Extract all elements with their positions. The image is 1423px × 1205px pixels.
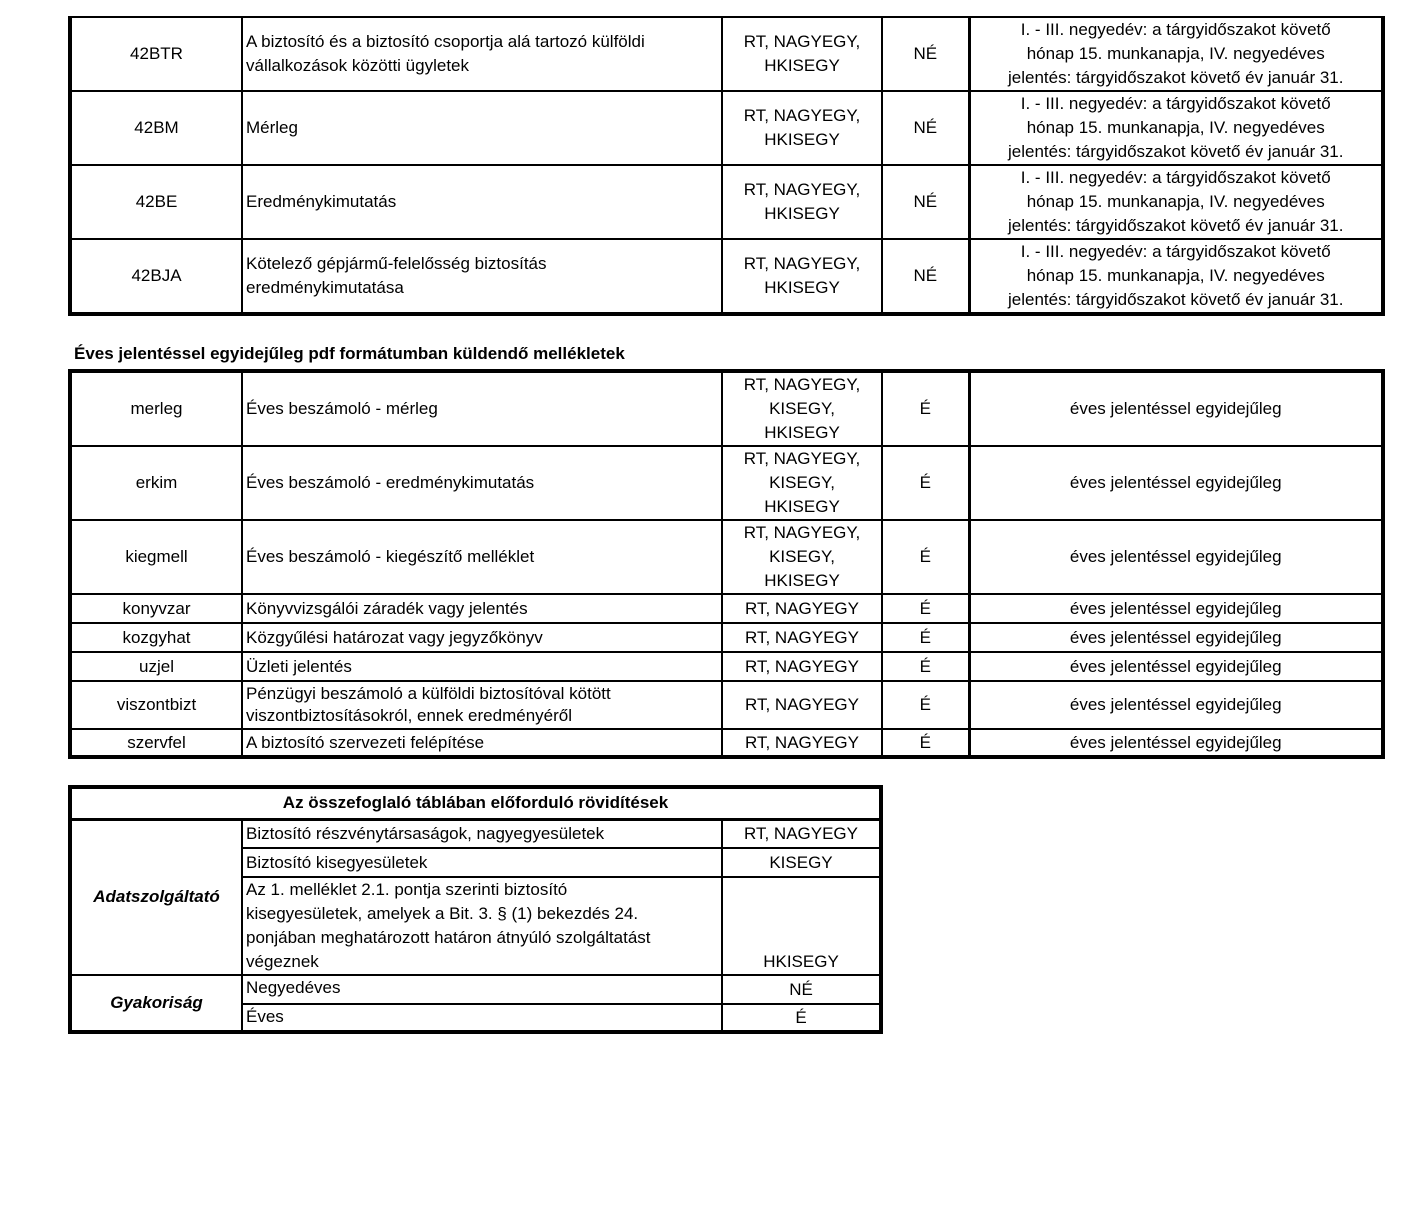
table-row — [70, 371, 1383, 446]
report-deadline: I. - III. negyedév: a tárgyidőszakot követő hónap 15. munkanapja, IV. negyedéves jelentés: tárgyidőszakot követő év január 31. — [969, 91, 1383, 165]
report-code: 42BJA — [70, 239, 242, 314]
table-row — [70, 819, 881, 848]
quarterly-reports-table — [68, 16, 1385, 316]
abbreviation-description: Biztosító részvénytársaságok, nagyegyesületek — [242, 819, 722, 848]
table-row — [70, 729, 1383, 757]
report-deadline: I. - III. negyedév: a tárgyidőszakot követő hónap 15. munkanapja, IV. negyedéves jelentés: tárgyidőszakot követő év január 31. — [969, 17, 1383, 91]
attachment-frequency: É — [882, 594, 969, 623]
attachment-deadline: éves jelentéssel egyidejűleg — [969, 446, 1383, 520]
attachment-name: Könyvvizsgálói záradék vagy jelentés — [242, 594, 722, 623]
report-deadline: I. - III. negyedév: a tárgyidőszakot követő hónap 15. munkanapja, IV. negyedéves jelentés: tárgyidőszakot követő év január 31. — [969, 165, 1383, 239]
abbreviations-title: Az összefoglaló táblában előforduló rövidítések — [70, 787, 881, 819]
report-frequency: NÉ — [882, 239, 969, 314]
attachment-deadline: éves jelentéssel egyidejűleg — [969, 623, 1383, 652]
abbreviations-table — [68, 785, 883, 1034]
report-name: Kötelező gépjármű-felelősség biztosítás eredménykimutatása — [242, 239, 722, 314]
attachment-frequency: É — [882, 652, 969, 681]
abbreviation-value: RT, NAGYEGY — [722, 819, 881, 848]
report-name: Mérleg — [242, 91, 722, 165]
attachment-code: konyvzar — [70, 594, 242, 623]
annual-attachments-heading: Éves jelentéssel egyidejűleg pdf formátumban küldendő mellékletek — [74, 344, 625, 363]
table-row — [70, 652, 1383, 681]
attachment-name: Éves beszámoló - eredménykimutatás — [242, 446, 722, 520]
abbreviation-description: Éves — [242, 1004, 722, 1032]
attachment-name: Üzleti jelentés — [242, 652, 722, 681]
attachment-deadline: éves jelentéssel egyidejűleg — [969, 520, 1383, 594]
attachment-providers: RT, NAGYEGY, KISEGY, HKISEGY — [722, 371, 882, 446]
attachment-deadline: éves jelentéssel egyidejűleg — [969, 371, 1383, 446]
report-name: Eredménykimutatás — [242, 165, 722, 239]
report-providers: RT, NAGYEGY, HKISEGY — [722, 17, 882, 91]
table-row — [70, 594, 1383, 623]
table-row — [70, 91, 1383, 165]
table-row — [70, 17, 1383, 91]
attachment-providers: RT, NAGYEGY — [722, 652, 882, 681]
report-frequency: NÉ — [882, 17, 969, 91]
attachment-frequency: É — [882, 446, 969, 520]
attachment-frequency: É — [882, 520, 969, 594]
attachment-frequency: É — [882, 681, 969, 729]
attachment-code: szervfel — [70, 729, 242, 757]
abbreviation-description: Negyedéves — [242, 975, 722, 1004]
report-deadline: I. - III. negyedév: a tárgyidőszakot követő hónap 15. munkanapja, IV. negyedéves jelentés: tárgyidőszakot követő év január 31. — [969, 239, 1383, 314]
abbreviation-description: Az 1. melléklet 2.1. pontja szerinti biztosító kisegyesületek, amelyek a Bit. 3. § (1) bekezdés 24. ponjában meghatározott határon átnyúló szolgáltatást végeznek — [242, 877, 722, 975]
report-code: 42BM — [70, 91, 242, 165]
table-row — [70, 623, 1383, 652]
attachment-providers: RT, NAGYEGY, KISEGY, HKISEGY — [722, 520, 882, 594]
report-providers: RT, NAGYEGY, HKISEGY — [722, 165, 882, 239]
attachment-code: kozgyhat — [70, 623, 242, 652]
report-providers: RT, NAGYEGY, HKISEGY — [722, 91, 882, 165]
attachment-providers: RT, NAGYEGY — [722, 623, 882, 652]
provider-group-label: Adatszolgáltató — [70, 819, 242, 975]
table-row — [70, 239, 1383, 314]
report-code: 42BTR — [70, 17, 242, 91]
attachment-providers: RT, NAGYEGY — [722, 681, 882, 729]
attachment-name: Pénzügyi beszámoló a külföldi biztosítóval kötött viszontbiztosításokról, ennek eredményéről — [242, 681, 722, 729]
report-name: A biztosító és a biztosító csoportja alá tartozó külföldi vállalkozások közötti ügyletek — [242, 17, 722, 91]
attachment-code: merleg — [70, 371, 242, 446]
table-row — [70, 681, 1383, 729]
attachment-code: erkim — [70, 446, 242, 520]
attachment-deadline: éves jelentéssel egyidejűleg — [969, 652, 1383, 681]
frequency-group-label: Gyakoriság — [70, 975, 242, 1032]
table-row — [70, 787, 881, 819]
attachment-name: Közgyűlési határozat vagy jegyzőkönyv — [242, 623, 722, 652]
attachment-providers: RT, NAGYEGY — [722, 729, 882, 757]
annual-attachments-table — [68, 369, 1385, 759]
attachment-frequency: É — [882, 371, 969, 446]
abbreviation-value: NÉ — [722, 975, 881, 1004]
attachment-code: viszontbizt — [70, 681, 242, 729]
attachment-providers: RT, NAGYEGY — [722, 594, 882, 623]
table-row — [70, 975, 881, 1004]
report-frequency: NÉ — [882, 91, 969, 165]
abbreviation-description: Biztosító kisegyesületek — [242, 848, 722, 877]
attachment-code: kiegmell — [70, 520, 242, 594]
attachment-deadline: éves jelentéssel egyidejűleg — [969, 594, 1383, 623]
attachment-name: Éves beszámoló - mérleg — [242, 371, 722, 446]
abbreviation-value: HKISEGY — [722, 877, 881, 975]
report-code: 42BE — [70, 165, 242, 239]
report-providers: RT, NAGYEGY, HKISEGY — [722, 239, 882, 314]
table-row — [70, 520, 1383, 594]
attachment-frequency: É — [882, 729, 969, 757]
attachment-name: Éves beszámoló - kiegészítő melléklet — [242, 520, 722, 594]
attachment-code: uzjel — [70, 652, 242, 681]
abbreviation-value: KISEGY — [722, 848, 881, 877]
report-frequency: NÉ — [882, 165, 969, 239]
attachment-deadline: éves jelentéssel egyidejűleg — [969, 681, 1383, 729]
abbreviation-value: É — [722, 1004, 881, 1032]
table-row — [70, 165, 1383, 239]
attachment-providers: RT, NAGYEGY, KISEGY, HKISEGY — [722, 446, 882, 520]
attachment-name: A biztosító szervezeti felépítése — [242, 729, 722, 757]
attachment-deadline: éves jelentéssel egyidejűleg — [969, 729, 1383, 757]
attachment-frequency: É — [882, 623, 969, 652]
table-row — [70, 446, 1383, 520]
